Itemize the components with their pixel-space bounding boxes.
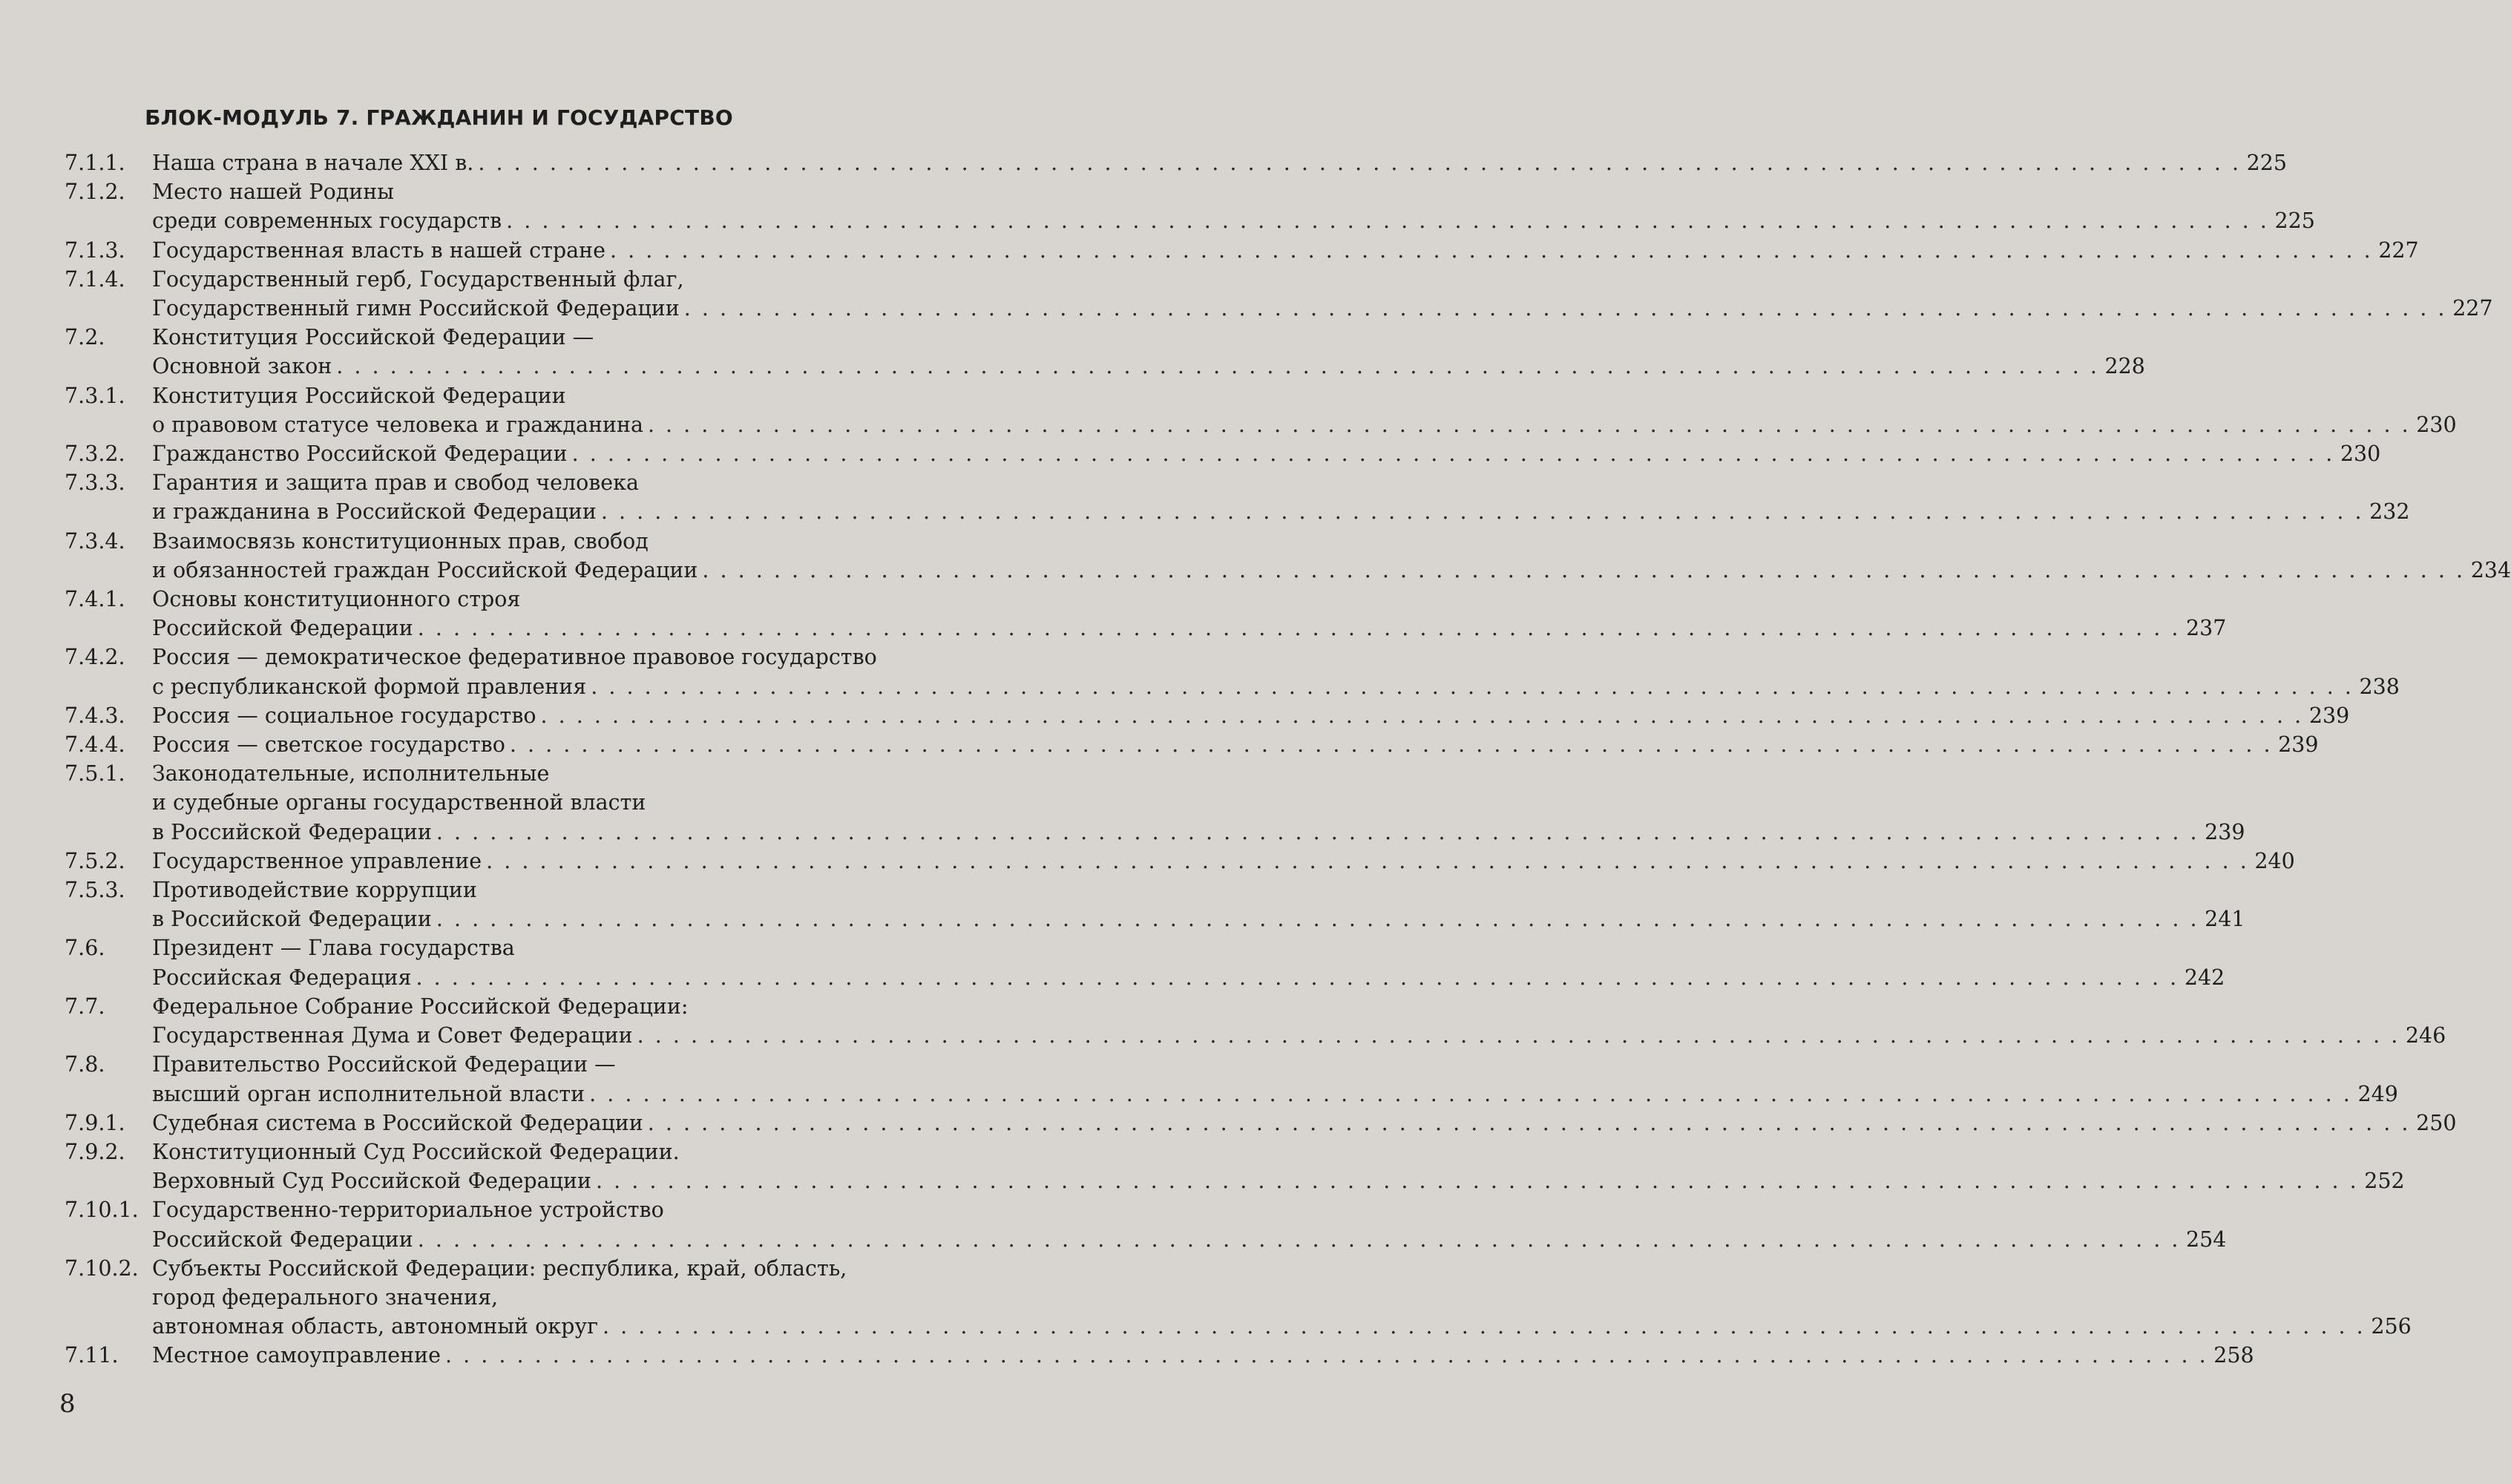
toc-entry-title: Конституционный Суд Российской Федерации. [152,1139,680,1164]
toc-entry-title: Местное самоуправление [152,1343,442,1368]
toc-entry-title: Основы конституционного строя [152,587,521,612]
dot-leader [332,352,2104,381]
toc-entry-page: 258 [2213,1343,2254,1368]
toc-entry-title: Основной закон [152,354,332,379]
toc-entry[interactable] [65,730,2319,759]
toc-entry-title: и обязанностей граждан Российской Федерации [152,557,698,582]
toc-entry-title: Законодательные, исполнительные [152,761,550,787]
toc-entry-title: Правительство Российской Федерации — [152,1052,616,1077]
toc-entry-number: 7.3.1. [65,383,125,408]
toc-entry[interactable] [65,847,2295,876]
dot-leader [482,847,2254,876]
dot-leader [505,730,2277,759]
toc-entry-number: 7.11. [65,1343,119,1368]
toc-entry-title: в Российской Федерации [152,907,432,932]
dot-leader [643,1109,2415,1137]
toc-entry-number: 7.4.1. [65,587,125,612]
toc-entry[interactable] [65,323,2145,381]
toc-entry-title: Президент — Глава государства [152,936,515,961]
toc-entry[interactable] [65,1254,2412,1342]
toc-entry-page: 239 [2278,732,2319,758]
toc-entry[interactable] [65,236,2419,265]
toc-entry-title: Государственная власть в нашей стране [152,237,605,263]
toc-entry-title: Государственно-территориальное устройство [152,1198,664,1223]
toc-entry-number: 7.9.2. [65,1139,125,1164]
toc-entry-page: 239 [2205,819,2245,844]
toc-entry-title: Государственный гимн Российской Федерации [152,296,680,321]
toc-entry-page: 228 [2104,354,2145,379]
toc-entry[interactable] [65,468,2410,526]
toc-entry-number: 7.8. [65,1052,105,1077]
toc-entry[interactable] [65,933,2225,991]
dot-leader [568,439,2340,468]
toc-entry-number: 7.3.3. [65,470,125,496]
toc-entry[interactable] [65,1341,2254,1370]
toc-entry[interactable] [65,1109,2457,1137]
toc-entry[interactable] [65,759,2245,847]
toc-entry-number: 7.5.3. [65,878,125,903]
dot-leader [432,904,2204,933]
toc-entry-page: 238 [2359,674,2400,699]
toc-entry-number: 7.3.2. [65,441,125,467]
toc-entry-page: 256 [2371,1314,2412,1339]
toc-entry-title: Россия — социальное государство [152,703,536,728]
toc-entry-page: 252 [2364,1169,2405,1194]
toc-entry-number: 7.2. [65,325,105,350]
toc-entry[interactable] [65,585,2227,643]
toc-entry-page: 241 [2205,907,2245,932]
toc-entry[interactable] [65,439,2381,468]
toc-entry-page: 232 [2369,499,2410,525]
dot-leader [598,1312,2370,1341]
toc-entry-page: 225 [2274,209,2315,234]
toc-entry-title: с республиканской формой правления [152,674,587,699]
toc-entry-title: Конституция Российской Федерации — [152,325,594,350]
toc-entry-title: в Российской Федерации [152,819,432,844]
table-of-contents [65,148,2511,1370]
toc-entry[interactable] [65,876,2245,933]
toc-entry[interactable] [65,265,2493,323]
dot-leader [680,294,2452,323]
toc-entry-number: 7.1.2. [65,180,125,205]
toc-entry-title: Судебная система в Российской Федерации [152,1110,643,1135]
toc-entry-page: 254 [2186,1227,2227,1252]
toc-entry-number: 7.9.1. [65,1110,125,1135]
dot-leader [413,614,2185,643]
toc-entry-title: Государственное управление [152,848,482,873]
toc-entry-number: 7.1.4. [65,266,125,292]
toc-entry-number: 7.6. [65,936,105,961]
toc-entry[interactable] [65,381,2457,439]
toc-entry-title: и гражданина в Российской Федерации [152,499,597,525]
toc-entry[interactable] [65,701,2350,730]
toc-entry-title: Противодействие коррупции [152,878,477,903]
toc-entry-number: 7.3.4. [65,528,125,554]
dot-leader [536,701,2308,730]
dot-leader [586,672,2358,701]
toc-entry-title: высший орган исполнительной власти [152,1081,585,1106]
toc-entry-title: Федеральное Собрание Российской Федерации: [152,994,689,1019]
toc-entry-title: Конституция Российской Федерации [152,383,566,408]
toc-entry-page: 227 [2452,296,2493,321]
toc-entry-title: Российской Федерации [152,1227,413,1252]
page-number: 8 [59,1389,76,1419]
toc-entry[interactable] [65,643,2400,700]
toc-entry-number: 7.4.2. [65,645,125,670]
toc-entry-number: 7.1.1. [65,151,125,175]
dot-leader [633,1021,2405,1050]
toc-entry-page: 240 [2254,848,2295,873]
dot-leader [413,1225,2185,1254]
toc-entry-title: Российская Федерация [152,965,412,990]
toc-entry-page: 246 [2405,1023,2446,1048]
dot-leader [643,410,2415,439]
toc-entry-page: 239 [2308,703,2350,728]
page-title: БЛОК-МОДУЛЬ 7. ГРАЖДАНИН И ГОСУДАРСТВО [145,105,733,130]
toc-entry-number: 7.7. [65,994,105,1019]
toc-entry-title: Государственная Дума и Совет Федерации [152,1023,633,1048]
toc-entry-title: автономная область, автономный округ [152,1314,599,1339]
toc-entry-title: Российской Федерации [152,616,413,641]
dot-leader [698,556,2469,585]
toc-entry[interactable] [65,1137,2405,1195]
toc-entry-title: Взаимосвязь конституционных прав, свобод [152,528,649,554]
toc-entry-title: среди современных государств [152,209,502,234]
toc-entry-page: 230 [2416,412,2457,437]
toc-entry-title: о правовом статусе человека и гражданина [152,412,643,437]
dot-leader [597,497,2369,526]
toc-entry[interactable] [65,177,2315,235]
toc-entry-page: 225 [2246,151,2288,175]
toc-entry-title: Гарантия и защита прав и свобод человека [152,470,639,496]
toc-entry-number: 7.1.3. [65,237,125,263]
dot-leader [473,148,2245,177]
toc-entry-title: Россия — светское государство [152,732,505,758]
toc-entry-page: 242 [2184,965,2225,990]
toc-entry-number: 7.5.2. [65,848,125,873]
toc-entry-title: и судебные органы государственной власти [152,790,646,815]
toc-entry[interactable] [65,148,2288,177]
toc-entry-page: 249 [2357,1081,2398,1106]
dot-leader [585,1080,2357,1109]
toc-entry-title: Гражданство Российской Федерации [152,441,568,467]
toc-entry-title: Государственный герб, Государственный флаг, [152,266,684,292]
toc-entry-title: Субъекты Российской Федерации: республика, край, область, [152,1255,847,1281]
toc-entry-number: 7.4.3. [65,703,125,728]
toc-entry-title: город федерального значения, [152,1284,499,1310]
toc-entry-number: 7.10.2. [65,1255,139,1281]
toc-entry-number: 7.4.4. [65,732,125,758]
toc-entry-number: 7.10.1. [65,1198,139,1223]
toc-entry-title: Место нашей Родины [152,180,394,205]
dot-leader [412,963,2184,992]
toc-entry-page: 230 [2340,441,2381,467]
toc-entry-title: Верховный Суд Российской Федерации [152,1169,591,1194]
toc-entry[interactable] [65,527,2511,585]
toc-entry-page: 237 [2186,616,2227,641]
toc-entry-title: Наша страна в начале XXI в. [152,151,474,175]
toc-entry-number: 7.5.1. [65,761,125,787]
dot-leader [432,818,2204,847]
toc-entry-title: Россия — демократическое федеративное правовое государство [152,645,877,670]
toc-entry[interactable] [65,1050,2398,1108]
dot-leader [502,206,2274,235]
toc-entry-page: 234 [2470,557,2511,582]
dot-leader [591,1166,2363,1195]
dot-leader [605,236,2377,265]
dot-leader [441,1341,2213,1370]
toc-entry[interactable] [65,1195,2227,1253]
toc-entry-page: 250 [2416,1110,2457,1135]
toc-entry-page: 227 [2378,237,2419,263]
toc-entry[interactable] [65,992,2446,1050]
